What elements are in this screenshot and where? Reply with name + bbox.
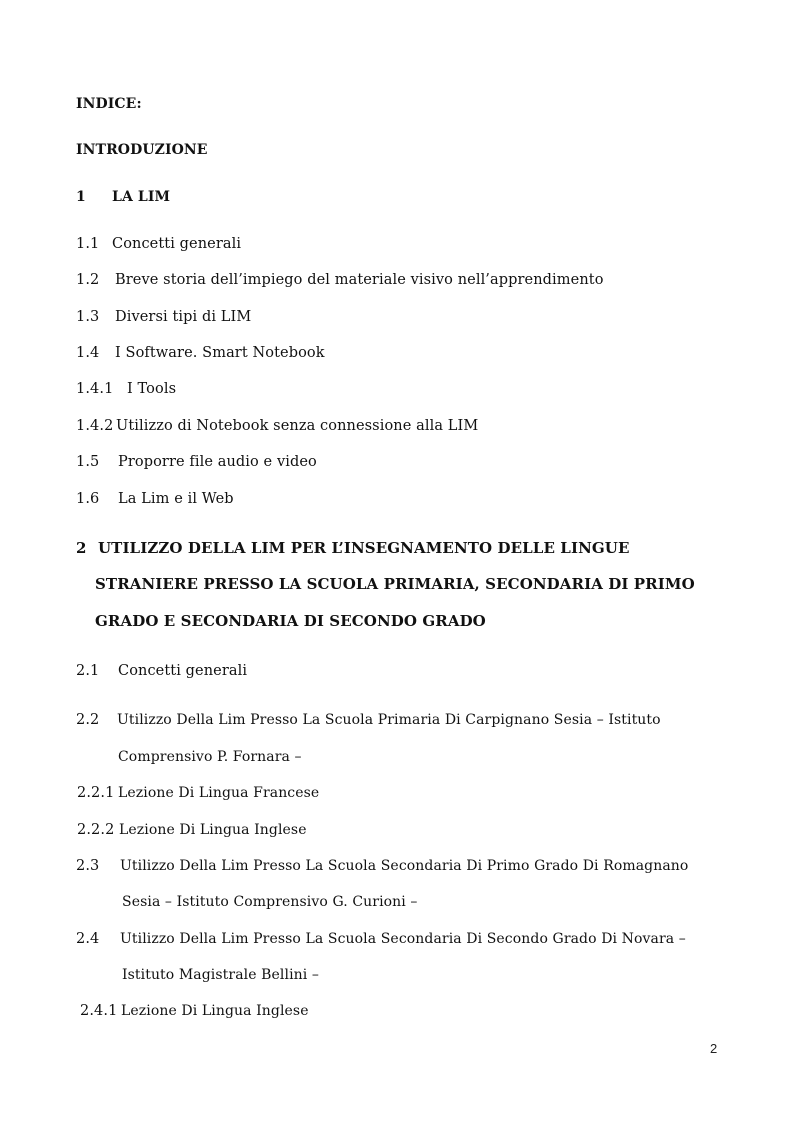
toc-entry-number: 1.1 bbox=[76, 236, 100, 252]
toc-entry-title: Lezione Di Lingua Francese bbox=[118, 785, 320, 801]
toc-entry-number: 1.4.2 bbox=[76, 418, 114, 434]
toc-entry-title: Concetti generali bbox=[112, 236, 242, 252]
page-number: 2 bbox=[710, 1041, 718, 1056]
toc-entry-number: 2.2 bbox=[76, 712, 100, 728]
toc-entry-title: I Software. Smart Notebook bbox=[115, 345, 325, 361]
toc-entry-title: Concetti generali bbox=[118, 663, 248, 679]
toc-entry-title: I Tools bbox=[127, 381, 177, 397]
toc-entry-number: 1.4.1 bbox=[76, 381, 114, 397]
toc-entry-title-line-2: Istituto Magistrale Bellini – bbox=[122, 967, 319, 983]
toc-entry-number: 1.3 bbox=[76, 309, 100, 325]
toc-entry-number: 2.4.1 bbox=[80, 1003, 118, 1019]
toc-entry-title-line-1: Utilizzo Della Lim Presso La Scuola Primaria Di Carpignano Sesia – Istituto bbox=[117, 712, 661, 728]
toc-entry-number: 1.6 bbox=[76, 491, 100, 507]
toc-entry-title-line-3: GRADO E SECONDARIA DI SECONDO GRADO bbox=[95, 612, 486, 630]
toc-entry-title-line-1: Utilizzo Della Lim Presso La Scuola Secondaria Di Secondo Grado Di Novara – bbox=[120, 931, 686, 947]
toc-entry-title: LA LIM bbox=[112, 189, 171, 205]
toc-entry-title: Diversi tipi di LIM bbox=[115, 309, 252, 325]
toc-entry-title-line-1: UTILIZZO DELLA LIM PER L’INSEGNAMENTO DELLE LINGUE bbox=[98, 539, 630, 557]
toc-heading: INDICE: bbox=[76, 96, 142, 112]
toc-entry-title: Utilizzo di Notebook senza connessione alla LIM bbox=[116, 418, 479, 434]
toc-entry-title: Lezione Di Lingua Inglese bbox=[119, 822, 307, 838]
toc-entry-number: 2.1 bbox=[76, 663, 100, 679]
toc-entry-number: 2 bbox=[76, 539, 87, 557]
toc-entry-title: Lezione Di Lingua Inglese bbox=[121, 1003, 309, 1019]
toc-entry-title-line-2: Comprensivo P. Fornara – bbox=[118, 749, 302, 765]
toc-entry-number: 2.2.2 bbox=[77, 822, 115, 838]
toc-entry-number: 1.2 bbox=[76, 272, 100, 288]
toc-entry-number: 2.4 bbox=[76, 931, 100, 947]
toc-entry-number: 2.3 bbox=[76, 858, 100, 874]
toc-entry-number: 1 bbox=[76, 189, 86, 205]
toc-entry-title: La Lim e il Web bbox=[118, 491, 234, 507]
toc-entry-title: Breve storia dell’impiego del materiale visivo nell’apprendimento bbox=[115, 272, 604, 288]
toc-entry-number: 1.4 bbox=[76, 345, 100, 361]
toc-entry-number: 2.2.1 bbox=[77, 785, 115, 801]
toc-entry-title: Proporre file audio e video bbox=[118, 454, 317, 470]
toc-entry-number: 1.5 bbox=[76, 454, 100, 470]
toc-entry-title-line-1: Utilizzo Della Lim Presso La Scuola Secondaria Di Primo Grado Di Romagnano bbox=[120, 858, 689, 874]
toc-entry-title-line-2: Sesia – Istituto Comprensivo G. Curioni – bbox=[122, 894, 418, 910]
toc-entry-title-line-2: STRANIERE PRESSO LA SCUOLA PRIMARIA, SECONDARIA DI PRIMO bbox=[95, 575, 695, 593]
toc-introduction: INTRODUZIONE bbox=[76, 142, 208, 158]
